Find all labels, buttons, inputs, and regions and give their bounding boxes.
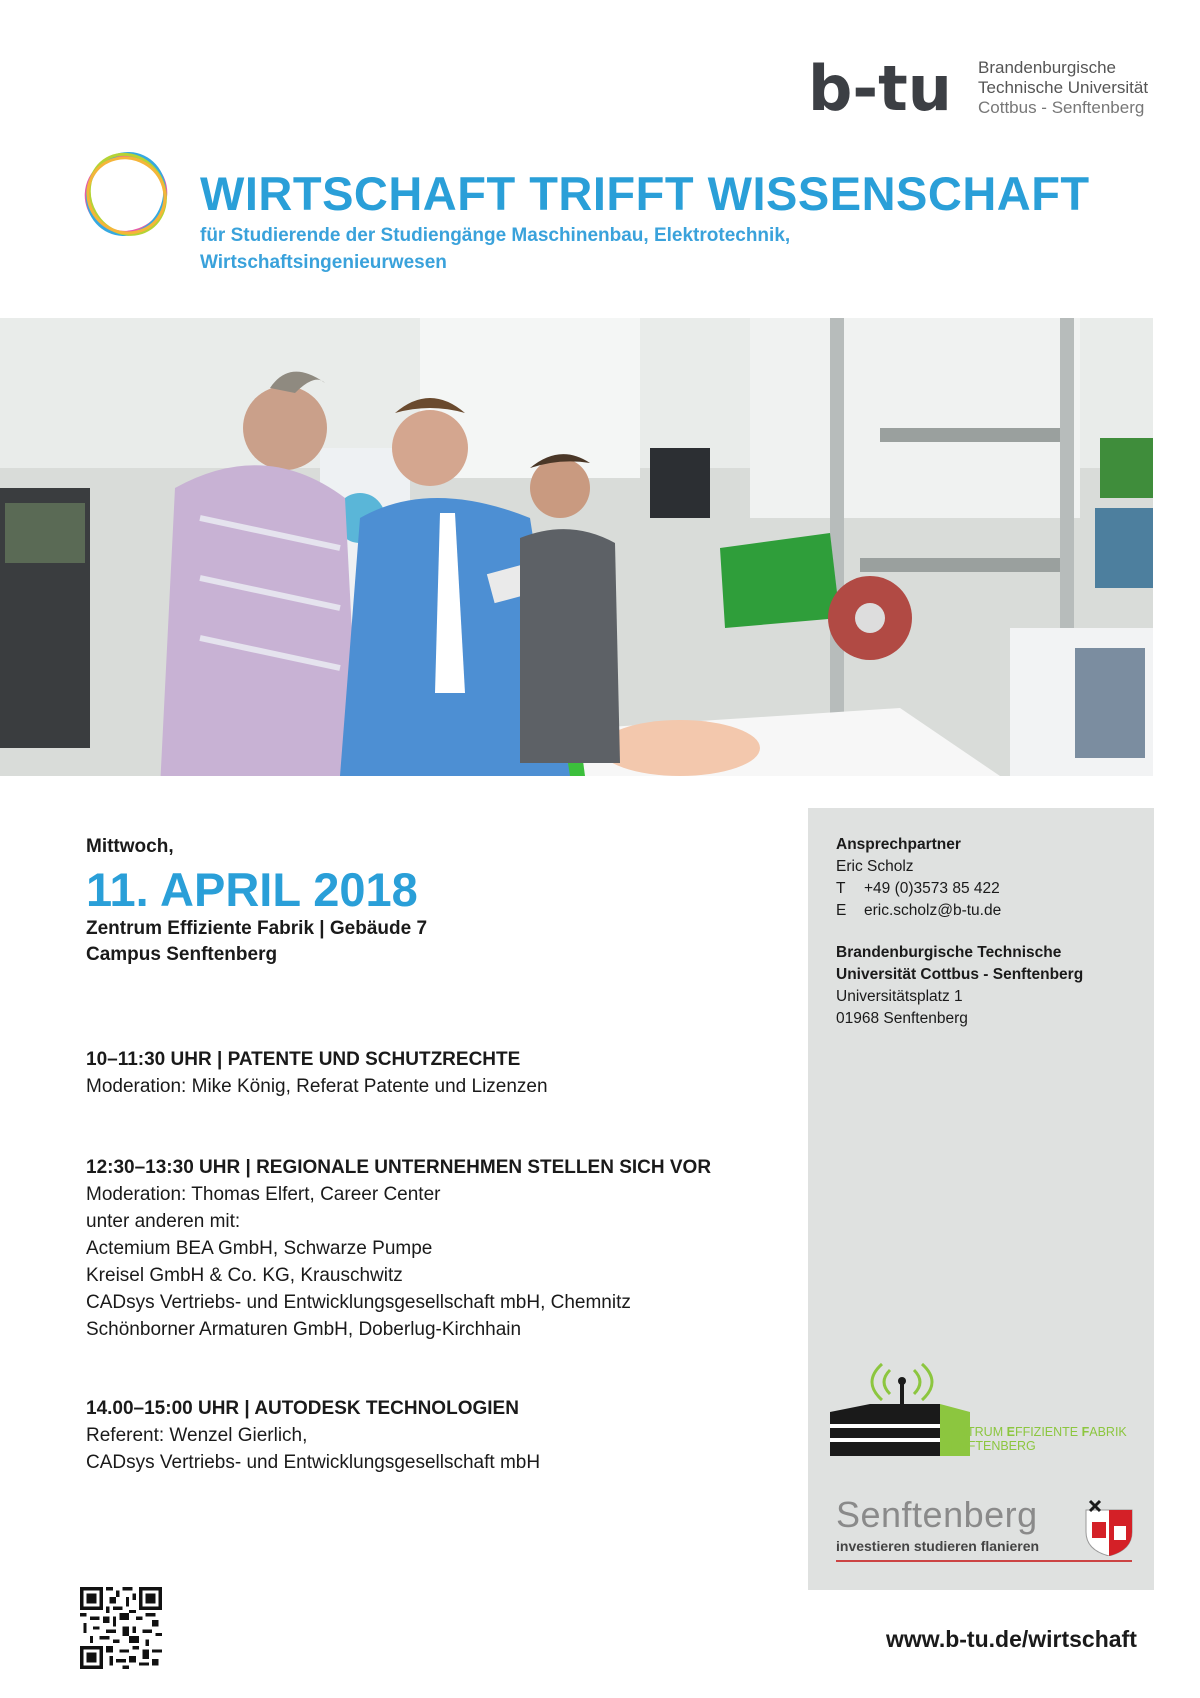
session-line: Moderation: Thomas Elfert, Career Center [86, 1184, 441, 1205]
contact-phone-row [836, 878, 1001, 900]
org-city: 01968 Senftenberg [836, 1010, 968, 1027]
city-logo-underline [836, 1560, 1132, 1562]
university-name-line3: Cottbus - Senftenberg [978, 98, 1145, 117]
org-name-line1: Brandenburgische Technische [836, 944, 1062, 961]
session-heading: 12:30–13:30 UHR | REGIONALE UNTERNEHMEN STELLEN SICH VOR [86, 1157, 712, 1178]
venue-line1: Zentrum Effiziente Fabrik | Gebäude 7 [86, 918, 428, 939]
organization-address [836, 942, 1083, 1030]
zef-logo [830, 1348, 1140, 1460]
zef-logo-line1: ZENTRUM EFFIZIENTE FABRIK [942, 1425, 1127, 1439]
city-crest-icon [1084, 1498, 1134, 1556]
venue-line2: Campus Senftenberg [86, 944, 278, 965]
session-line: Moderation: Mike König, Referat Patente und Lizenzen [86, 1076, 548, 1097]
session-companies [86, 1154, 711, 1343]
university-name-line1: Brandenburgische [978, 58, 1116, 77]
page-title: WIRTSCHAFT TRIFFT WISSENSCHAFT [200, 167, 1090, 220]
org-name-line2: Universität Cottbus - Senftenberg [836, 966, 1084, 983]
contact-email-row [836, 900, 1001, 922]
contact-info [836, 834, 1001, 922]
contact-email[interactable]: eric.scholz@b-tu.de [864, 902, 1002, 919]
event-photo [0, 318, 1153, 776]
contact-panel [808, 808, 1154, 1590]
btu-logo-text: b-tu [808, 52, 952, 125]
session-line: Referent: Wenzel Gierlich, [86, 1425, 308, 1446]
senftenberg-logo [836, 1494, 1136, 1574]
city-logo-word: Senftenberg [836, 1494, 1038, 1535]
session-line: unter anderen mit: [86, 1211, 241, 1232]
session-autodesk [86, 1395, 540, 1476]
event-date: 11. APRIL 2018 [86, 863, 418, 916]
city-logo-tagline: investieren studieren flanieren [836, 1538, 1040, 1554]
session-line: CADsys Vertriebs- und Entwicklungsgesellschaft mbH [86, 1452, 541, 1473]
website-link[interactable]: www.b-tu.de/wirtschaft [886, 1626, 1137, 1652]
phone-label: T [836, 880, 846, 897]
page-subtitle: für Studierende der Studiengänge Maschinenbau, Elektrotechnik, Wirtschaftsingenieurwesen [200, 225, 791, 273]
org-street: Universitätsplatz 1 [836, 988, 963, 1005]
event-venue [86, 916, 427, 968]
zef-logo-line2: SENFTENBERG [942, 1439, 1036, 1453]
university-name-line2: Technische Universität [978, 78, 1149, 97]
event-weekday: Mittwoch, [86, 836, 174, 857]
session-line: CADsys Vertriebs- und Entwicklungsgesellschaft mbH, Chemnitz [86, 1292, 631, 1313]
qr-code-icon[interactable] [80, 1587, 162, 1669]
btu-logo-mark [808, 52, 968, 127]
session-line: Actemium BEA GmbH, Schwarze Pumpe [86, 1238, 433, 1259]
session-line: Schönborner Armaturen GmbH, Doberlug-Kirchhain [86, 1319, 522, 1340]
email-label: E [836, 902, 847, 919]
university-logo [808, 52, 1158, 127]
session-line: Kreisel GmbH & Co. KG, Krauschwitz [86, 1265, 403, 1286]
contact-phone: +49 (0)3573 85 422 [864, 880, 1000, 897]
session-heading: 10–11:30 UHR | PATENTE UND SCHUTZRECHTE [86, 1049, 521, 1070]
contact-heading: Ansprechpartner [836, 836, 961, 853]
session-heading: 14.00–15:00 UHR | AUTODESK TECHNOLOGIEN [86, 1398, 519, 1419]
session-patents [86, 1046, 548, 1100]
university-name [978, 58, 1148, 118]
contact-name: Eric Scholz [836, 858, 914, 875]
circles-logo-icon [78, 146, 174, 242]
